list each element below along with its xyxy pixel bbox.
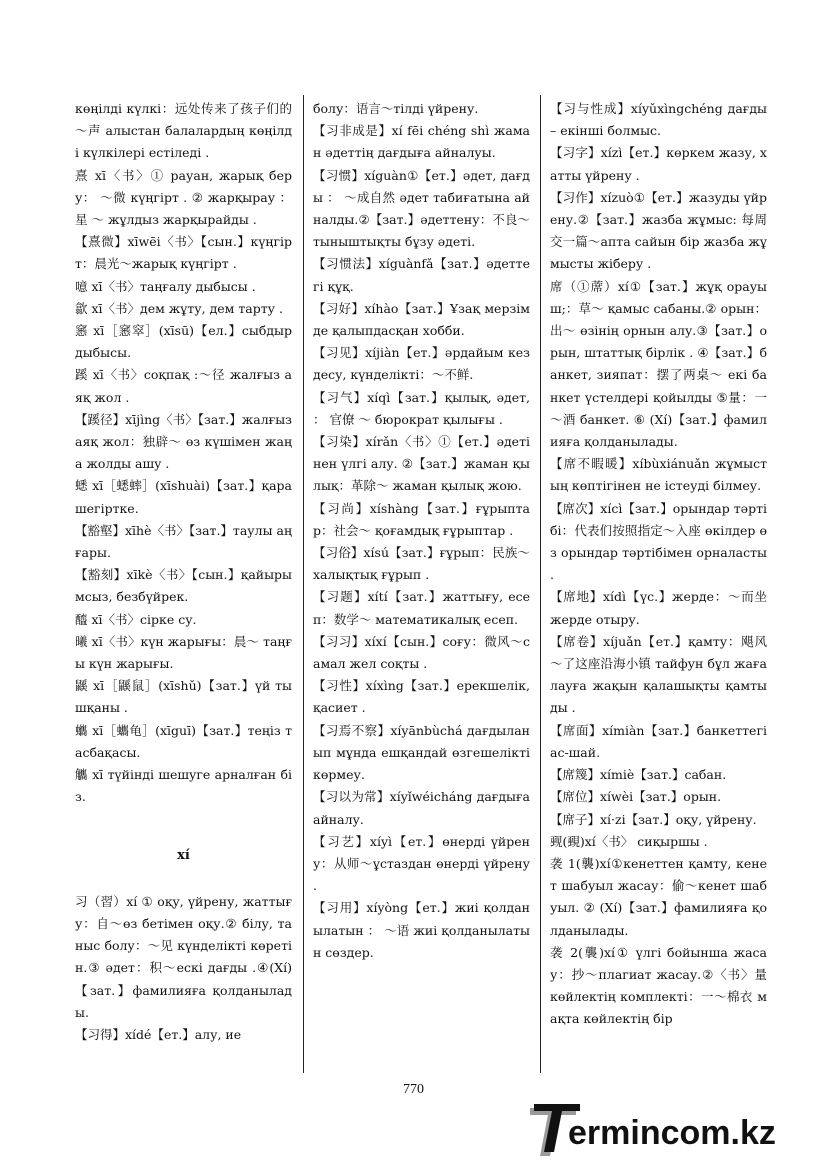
column-middle <box>313 98 530 1073</box>
dictionary-entry: 【蹊径】xījìng〈书〉【зат.】жалғыз аяқ жол：独辟～ өз күшімен жаңа жолды ашу . <box>75 411 292 472</box>
dictionary-entry: 【习与性成】xíyǔxìngchéng дағды – екінші болмыс. <box>550 101 767 139</box>
dictionary-entry: 【习非成是】xí fēi chéng shì жаман әдеттің дағдыға айналуы. <box>313 123 530 161</box>
dictionary-entry: 【席不暇暖】xíbùxiánuǎn жұмыстың көптігінен не істеуді білмеу. <box>550 456 767 494</box>
dictionary-entry: 【习习】xíxí【сын.】соғу：微风～самал жел соқты . <box>313 633 530 672</box>
dictionary-entry: көңілді күлкі：远处传来了孩子们的～声 алыстан балалардың көңілді күлкілері естіледі . <box>75 101 292 161</box>
dictionary-entry: 醯 xī〈书〉сірке су. <box>75 611 197 627</box>
column-divider-left <box>303 95 304 1073</box>
dictionary-entry: 【习艺】xíyì【ет.】өнерді үйрену：从师～ұстаздан өнерді үйрену . <box>313 833 530 894</box>
dictionary-entry: 窸 xī［窸窣］(xīsū)【ел.】сыбдыр дыбысы. <box>75 323 292 361</box>
dictionary-entry: 蹊 xī〈书〉соқпақ :～径 жалғыз аяқ жол . <box>75 367 292 405</box>
dictionary-entry: 【习题】xítí【зат.】жаттығу, есеп：数学～ математикалық есеп. <box>313 589 530 627</box>
dictionary-entry: 觿 xī түйінді шешуге арналған біз. <box>75 767 292 805</box>
dictionary-entry: 【习气】xíqì【зат.】қылық, әдет, ： 官僚 ～ бюрократ қылығы . <box>313 389 530 427</box>
dictionary-entry: 【习性】xíxìng【зат.】ерекшелік, қасиет . <box>313 678 530 716</box>
dictionary-entry: 【席篾】xímiè【зат.】сабан. <box>550 767 727 783</box>
dictionary-entry: 【豁刻】xīkè〈书〉【сын.】қайырымсыз, безбүйрек. <box>75 567 292 605</box>
dictionary-entry: 【习染】xírǎn〈书〉①【ет.】әдетінен үлгі алу. ②【зат.】жаман қылық：革除～ жаман қылық жою. <box>313 434 530 494</box>
dictionary-entry: 蠵 xī［蠵龟］(xīguī)【зат.】теңіз тасбақасы. <box>75 722 292 760</box>
dictionary-entry: 【熹微】xīwēi〈书〉【сын.】күңгірт：晨光～жарық күңгірт . <box>75 234 292 272</box>
dictionary-entry: 【席位】xíwèi【зат.】орын. <box>550 789 722 805</box>
dictionary-entry: 蟋 xī［蟋蟀］(xīshuài)【зат.】қара шегіртке. <box>75 478 292 516</box>
dictionary-entry: 【习焉不察】xíyānbùchá дағдыланып мұнда ешқандай өзгешелікті көрмеу. <box>313 722 530 783</box>
dictionary-entry: 【席面】xímiàn【зат.】банкеттегі ас-шай. <box>550 722 767 760</box>
dictionary-entry: 熹 xī〈书〉① рауан, жарық беру： ～微 күңгірт . ② жарқырау ： 星 ～ жұлдыз жарқырайды . <box>75 167 292 228</box>
dictionary-entry: 【席子】xí·zi【зат.】оқу, үйрену. <box>550 811 757 827</box>
dictionary-entry: 觋(覡)xí〈书〉 сиқыршы . <box>550 833 708 849</box>
column-right <box>550 98 767 1073</box>
dictionary-entry: 【豁壑】xīhè〈书〉【зат.】таулы аңғары. <box>75 522 292 561</box>
dictionary-entry: 【习以为常】xíyǐwéicháng дағдыға айналу. <box>313 789 530 827</box>
termincom-logo-graphic <box>520 1100 820 1160</box>
dictionary-entry: 【席地】xídì【үс.】жерде：～而坐 жерде отыру. <box>550 589 767 627</box>
logo-wordmark: ermincom.kz <box>568 1114 776 1152</box>
dictionary-entry: 【习用】xíyòng【ет.】жиі қолданылатын ： ～语 жиі қолданылатын сөздер. <box>313 900 530 960</box>
dictionary-entry: 【习作】xízuò①【ет.】жазуды үйрену.②【зат.】жазба жұмыс: 每周交一篇～апта сайын бір жазба жұмысты жіберу . <box>550 189 767 272</box>
dictionary-entry: 袭 2(襲)xí① үлгі бойынша жасау：抄～плагиат жасау.②〈书〉量 көйлектің комплекті：一～棉衣 мақта көйлектің бір <box>550 944 767 1027</box>
dictionary-entry: 【习字】xízì【ет.】көркем жазу, хатты үйрену . <box>550 145 767 183</box>
dictionary-entry: 【习尚】xíshàng【зат.】ғұрыптар：社会～ қоғамдық ғұрыптар . <box>313 500 530 538</box>
dictionary-entry: 【习好】xíhào【зат.】Ұзақ мерзімде қалыпдасқан хобби. <box>313 300 530 339</box>
dictionary-entry: 习（習）xí ① оқу, үйрену, жаттығу：自～өз бетімен оқу.② білу, таныс болу：～见 күнделікті көретін.③ әдет：积～ескі дағды .④(Xí)【зат.】фамилияға қолданылады. <box>75 893 292 1020</box>
dictionary-entry: 噫 xī〈书〉таңғалу дыбысы . <box>75 278 256 294</box>
column-left-after-heading <box>75 891 292 1046</box>
dictionary-entry: 曦 xī〈书〉күн жарығы：晨～ таңғы күн жарығы. <box>75 633 292 672</box>
column-divider-right <box>540 95 541 1073</box>
termincom-logo <box>520 1100 820 1160</box>
column-left <box>75 98 292 1073</box>
dictionary-entry: 歙 xī〈书〉дем жұту, дем тарту . <box>75 300 283 316</box>
dictionary-entry: 席（①蓆）xí①【зат.】жұқ орауыш;：草～ қамыс сабаны.② орын：出～ өзінің орнын алу.③【зат.】орын, штаттық бірлік . ④【зат.】банкет, зияпат：摆了两桌～ екі банкет үстелдері қойылды ⑤量：一～酒 банкет. ⑥ (Xí)【зат.】фамилияға қолданылады. <box>550 278 767 450</box>
section-heading: xí <box>177 847 190 863</box>
dictionary-entry: 【习俗】xísú【зат.】ғұрып：民族～халықтық ғұрып . <box>313 545 530 583</box>
page-number: 770 <box>403 1082 424 1097</box>
dictionary-entry: 【习见】xíjiàn【ет.】әрдайым кездесу, күнделікті：～不鲜. <box>313 345 530 383</box>
column-left-entries <box>75 98 292 809</box>
dictionary-entry: 袭 1(襲)xí①кенеттен қамту, кенет шабуыл жасау：偷～кенет шабуыл. ② (Xí)【зат.】фамилияға қолданылады. <box>550 855 767 938</box>
dictionary-entry: 【习惯】xíguàn①【ет.】әдет, дағды ： ～成自然 әдет табиғатына айналды.②【зат.】әдеттену：不良～тыныштықты бұзу әдеті. <box>313 167 530 250</box>
dictionary-entry: 【习惯法】xíguànfǎ【зат.】әдеттегі құқ. <box>313 256 530 294</box>
dictionary-entry: болу：语言～тілді үйрену. <box>313 101 479 116</box>
logo-t-bar <box>534 1104 580 1111</box>
dictionary-entry: 鼷 xī［鼷鼠］(xīshǔ)【зат.】үй тышқаны . <box>75 678 292 716</box>
dictionary-entry: 【习得】xídé【ет.】алу, ие <box>75 1026 242 1042</box>
dictionary-entry: 【席次】xícì【зат.】орындар тәртібі：代表们按照指定～入座 өкілдер өз орындар тәртібімен орналасты . <box>550 500 767 583</box>
dictionary-entry: 【席卷】xíjuǎn【ет.】қамту：飓风～了这座沿海小镇 тайфун бұл жағалауға жақын қалашықты қамтыды . <box>550 633 767 716</box>
